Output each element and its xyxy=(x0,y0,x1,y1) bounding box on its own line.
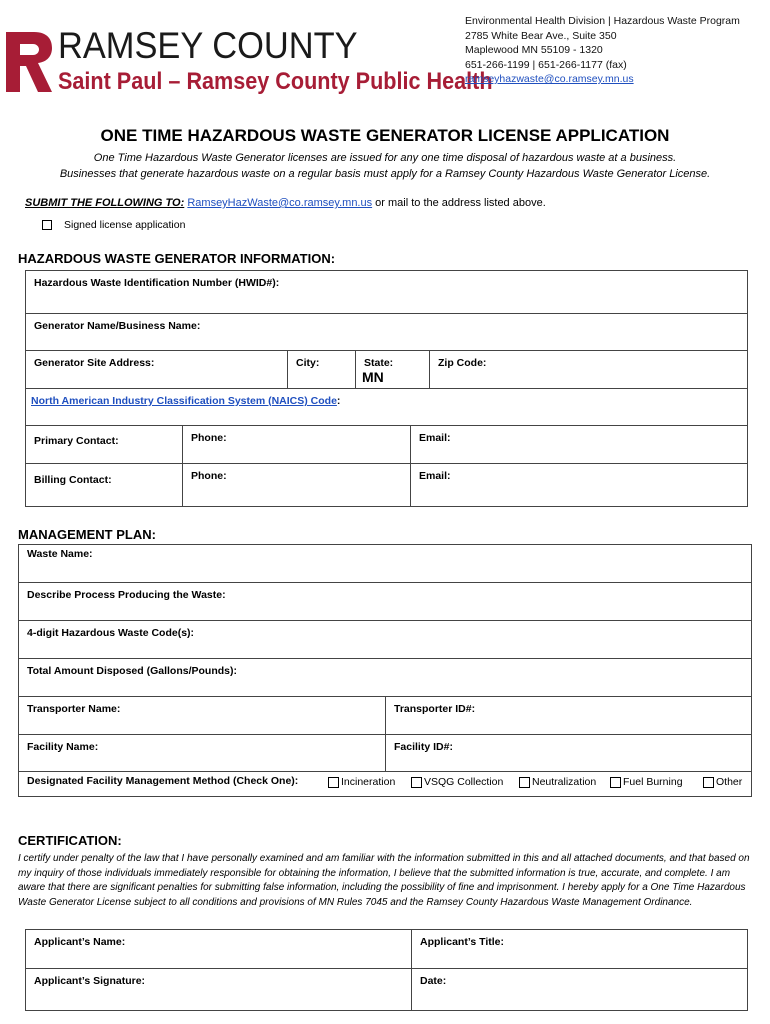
date-field[interactable] xyxy=(412,969,747,1010)
form-title: ONE TIME HAZARDOUS WASTE GENERATOR LICENSE APPLICATION xyxy=(100,126,670,145)
billing-contact-field[interactable] xyxy=(26,464,183,506)
ramsey-county-logo xyxy=(4,30,54,94)
option-fuel-burning[interactable] xyxy=(610,776,683,788)
business-name-field[interactable] xyxy=(26,314,747,351)
date-label: Date: xyxy=(420,975,447,987)
transporter-name-field[interactable] xyxy=(19,697,386,735)
state-field[interactable] xyxy=(356,351,430,389)
generator-info-table xyxy=(25,270,748,507)
billing-email-field[interactable] xyxy=(411,464,747,506)
waste-code-label: 4-digit Hazardous Waste Code(s): xyxy=(27,627,195,639)
primary-phone-field[interactable] xyxy=(183,426,411,464)
applicant-title-field[interactable] xyxy=(412,930,747,969)
submit-rest: or mail to the address listed above. xyxy=(372,197,546,209)
hwid-label: Hazardous Waste Identification Number (HWID#): xyxy=(34,277,280,289)
option-label: VSQG Collection xyxy=(424,776,504,788)
contact-block xyxy=(465,14,740,87)
submit-email-link[interactable]: RamseyHazWaste@co.ramsey.mn.us xyxy=(187,197,373,209)
facility-name-label: Facility Name: xyxy=(27,741,99,753)
contact-line: 2785 White Bear Ave., Suite 350 xyxy=(465,29,617,42)
signed-application-item xyxy=(42,219,185,231)
option-other[interactable] xyxy=(703,776,742,788)
contact-email-link[interactable]: ramseyhazwaste@co.ramsey.mn.us xyxy=(465,73,634,85)
management-method-row xyxy=(19,772,751,796)
billing-contact-label: Billing Contact: xyxy=(34,474,112,486)
city-field[interactable] xyxy=(288,351,356,389)
state-value: MN xyxy=(362,369,384,385)
applicant-title-label: Applicant’s Title: xyxy=(420,936,505,948)
primary-contact-field[interactable] xyxy=(26,426,183,464)
amount-label: Total Amount Disposed (Gallons/Pounds): xyxy=(27,665,237,677)
waste-name-label: Waste Name: xyxy=(27,548,93,560)
site-address-label: Generator Site Address: xyxy=(34,357,155,369)
management-heading: MANAGEMENT PLAN: xyxy=(18,527,156,542)
naics-link[interactable]: North American Industry Classification System (NAICS) Code xyxy=(31,395,337,407)
certification-statement: I certify under penalty of the law that I have personally examined and am familiar with the information submitted in this and all attached documents, and that based on my inquiry of those individuals immediately responsible for obtaining the information, I believe that the submitted information is true, accurate, and complete. I am aware that there are significant penalties for submitting false information, including the possibility of fine and imprisonment. I hereby apply for a One Time Hazardous Waste Generator License subject to all conditions and provisions of MN Rules 7045 and the Ramsey County Hazardous Waste Management Ordinance. xyxy=(18,853,750,908)
contact-line: Maplewood MN 55109 - 1320 xyxy=(465,44,603,56)
applicant-signature-label: Applicant’s Signature: xyxy=(34,975,146,987)
option-incineration[interactable] xyxy=(328,776,395,788)
city-label: City: xyxy=(296,357,320,369)
health-department-name: Saint Paul – Ramsey County Public Health xyxy=(58,68,493,95)
site-address-field[interactable] xyxy=(26,351,288,389)
process-label: Describe Process Producing the Waste: xyxy=(27,589,226,601)
facility-name-field[interactable] xyxy=(19,735,386,772)
intro-line: Businesses that generate hazardous waste on a regular basis must apply for a Ramsey County Hazardous Waste Generator License. xyxy=(59,168,711,180)
neutralization-checkbox[interactable] xyxy=(519,777,530,788)
primary-phone-label: Phone: xyxy=(191,432,227,444)
contact-line: Environmental Health Division | Hazardous Waste Program xyxy=(465,15,740,27)
fuel-burning-checkbox[interactable] xyxy=(610,777,621,788)
intro-line: One Time Hazardous Waste Generator licenses are issued for any one time disposal of hazardous waste at a business. xyxy=(93,152,677,164)
submit-instructions xyxy=(25,197,546,209)
state-label: State: xyxy=(364,357,394,369)
transporter-name-label: Transporter Name: xyxy=(27,703,121,715)
incineration-checkbox[interactable] xyxy=(328,777,339,788)
option-label: Other xyxy=(716,776,743,788)
hwid-field[interactable] xyxy=(26,271,747,314)
intro-text xyxy=(0,150,770,182)
zip-field[interactable] xyxy=(430,351,747,389)
transporter-id-label: Transporter ID#: xyxy=(394,703,476,715)
signed-application-label: Signed license application xyxy=(64,219,186,231)
applicant-name-label: Applicant’s Name: xyxy=(34,936,126,948)
management-plan-table xyxy=(18,544,752,797)
primary-email-label: Email: xyxy=(419,432,451,444)
waste-code-field[interactable] xyxy=(19,621,751,659)
applicant-signature-field[interactable] xyxy=(26,969,412,1010)
vsqg-collection-checkbox[interactable] xyxy=(411,777,422,788)
option-label: Fuel Burning xyxy=(623,776,683,788)
applicant-name-field[interactable] xyxy=(26,930,412,969)
transporter-id-field[interactable] xyxy=(386,697,751,735)
contact-line: 651-266-1199 | 651-266-1177 (fax) xyxy=(465,58,627,71)
option-label: Incineration xyxy=(341,776,396,788)
submit-label: SUBMIT THE FOLLOWING TO: xyxy=(25,197,185,209)
naics-colon: : xyxy=(336,395,341,407)
billing-phone-label: Phone: xyxy=(191,470,227,482)
option-neutralization[interactable] xyxy=(519,776,596,788)
business-name-label: Generator Name/Business Name: xyxy=(34,320,201,332)
certification-table xyxy=(25,929,748,1011)
billing-phone-field[interactable] xyxy=(183,464,411,506)
management-method-label: Designated Facility Management Method (Check One): xyxy=(27,775,299,787)
option-label: Neutralization xyxy=(532,776,597,788)
zip-label: Zip Code: xyxy=(438,357,487,369)
amount-field[interactable] xyxy=(19,659,751,697)
option-vsqg-collection[interactable] xyxy=(411,776,503,788)
county-name: RAMSEY COUNTY xyxy=(58,25,358,66)
waste-name-field[interactable] xyxy=(19,545,751,583)
process-field[interactable] xyxy=(19,583,751,621)
facility-id-label: Facility ID#: xyxy=(394,741,453,753)
billing-email-label: Email: xyxy=(419,470,451,482)
certification-heading: CERTIFICATION: xyxy=(18,833,122,848)
facility-id-field[interactable] xyxy=(386,735,751,772)
primary-email-field[interactable] xyxy=(411,426,747,464)
primary-contact-label: Primary Contact: xyxy=(34,435,119,447)
other-checkbox[interactable] xyxy=(703,777,714,788)
generator-heading: HAZARDOUS WASTE GENERATOR INFORMATION: xyxy=(18,251,336,266)
naics-field[interactable] xyxy=(26,389,747,426)
signed-application-checkbox[interactable] xyxy=(42,220,52,230)
